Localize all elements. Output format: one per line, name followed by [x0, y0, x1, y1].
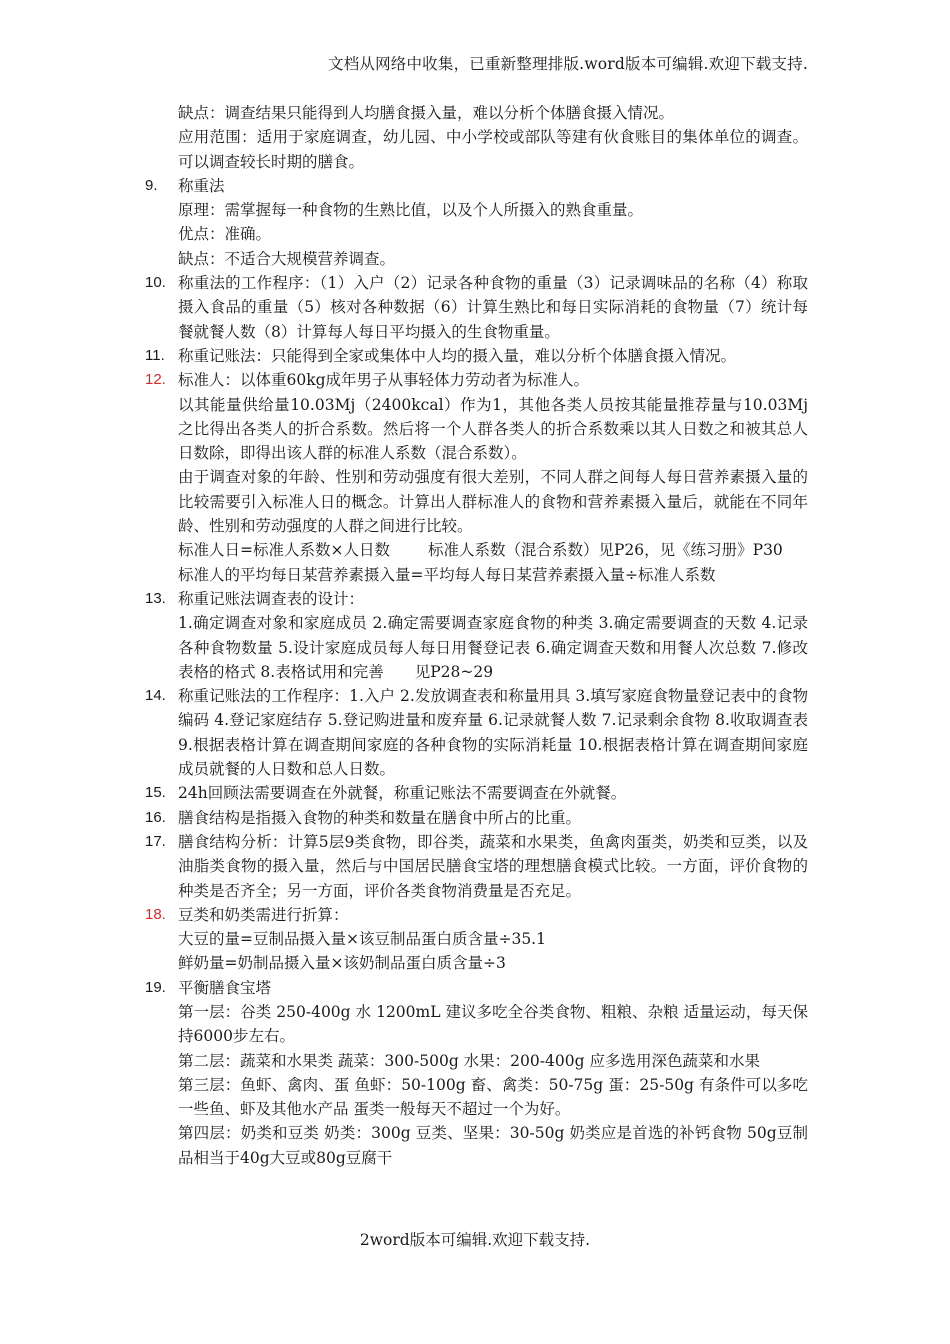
paragraph: 缺点：不适合大规模营养调查。: [178, 249, 396, 268]
paragraph: 第四层：奶类和豆类 奶类：300g 豆类、坚果：30-50g 奶类应是首选的补钙食物 50g豆制品相当于40g大豆或80g豆腐干: [178, 1124, 808, 1167]
formula: 大豆的量=豆制品摄入量×该豆制品蛋白质含量÷35.1: [178, 930, 546, 949]
paragraph: 24h回顾法需要调查在外就餐，称重记账法不需要调查在外就餐。: [178, 784, 627, 803]
formula: 鲜奶量=奶制品摄入量×该奶制品蛋白质含量÷3: [178, 954, 506, 973]
paragraph: 缺点：调查结果只能得到人均膳食摄入量，难以分析个体膳食摄入情况。: [178, 104, 675, 122]
document-body: [145, 101, 808, 1170]
item-number: 19.: [145, 978, 166, 996]
paragraph: 称重记账法的工作程序：1.入户 2.发放调查表和称量用具 3.填写家庭食物量登记表中的食物编码 4.登记家庭结存 5.登记购进量和废弃量 6.记录就餐人数 7.记录剩余食物 8.收取调查表 9.根据表格计算在调查期间家庭的各种食物的实际消耗量 10.根据表格计算在调查期间家庭成员就餐的人日数和总人日数。: [178, 687, 808, 779]
list-item: [145, 271, 808, 344]
item-number: 10.: [145, 274, 166, 292]
list-item: [145, 587, 808, 684]
item-heading: 称重记账法调查表的设计：: [178, 589, 365, 608]
list-item: [145, 368, 808, 587]
item-number: 17.: [145, 832, 166, 850]
formula: 标准人日=标准人系数×人日数: [178, 541, 390, 560]
item-number: 18.: [145, 905, 166, 923]
formula-line: [178, 538, 808, 562]
paragraph: 第三层：鱼虾、禽肉、蛋 鱼虾：50-100g 畜、禽类：50-75g 蛋：25-50g 有条件可以多吃一些鱼、虾及其他水产品 蛋类一般每天不超过一个为好。: [178, 1075, 808, 1119]
paragraph: 原理：需掌握每一种食物的生熟比值，以及个人所摄入的熟食重量。: [178, 201, 644, 220]
list-item: [145, 174, 808, 271]
item-number: 9.: [145, 176, 158, 194]
page-footer: 2word版本可编辑.欢迎下载支持.: [359, 1231, 591, 1249]
item-heading: 标准人：以体重60kg成年男子从事轻体力劳动者为标准人。: [178, 371, 590, 390]
paragraph: 第二层：蔬菜和水果类 蔬菜：300-500g 水果：200-400g 应多选用深色蔬菜和水果: [178, 1051, 760, 1070]
paragraph: 1.确定调查对象和家庭成员 2.确定需要调查家庭食物的种类 3.确定需要调查的天数 4.记录各种食物数量 5.设计家庭成员每人每日用餐登记表 6.确定调查天数和用餐人次总数 7.修改表格的格式 8.表格试用和完善 见P28~29: [178, 614, 808, 681]
item-number: 15.: [145, 784, 166, 802]
paragraph: 由于调查对象的年龄、性别和劳动强度有很大差别，不同人群之间每人每日营养素摄入量的比较需要引入标准人日的概念。计算出人群标准人的食物和营养素摄入量后，就能在不同年龄、性别和劳动强度的人群之间进行比较。: [178, 468, 808, 536]
paragraph: 应用范围：适用于家庭调查，幼儿园、中小学校或部队等建有伙食账目的集体单位的调查。可以调查较长时期的膳食。: [178, 128, 808, 171]
page-header: 文档从网络中收集，已重新整理排版.word版本可编辑.欢迎下载支持.: [327, 55, 808, 73]
paragraph: 膳食结构分析：计算5层9类食物，即谷类，蔬菜和水果类，鱼禽肉蛋类，奶类和豆类，以及油脂类食物的摄入量，然后与中国居民膳食宝塔的理想膳食模式比较。一方面，评价食物的种类是否齐全；另一方面，评价各类食物消费量是否充足。: [178, 832, 808, 900]
item-number: 16.: [145, 808, 166, 826]
reference-note: 标准人系数（混合系数）见P26，见《练习册》P30: [427, 541, 783, 560]
paragraph: 第一层：谷类 250-400g 水 1200mL 建议多吃全谷类食物、粗粮、杂粮 适量运动，每天保持6000步左右。: [178, 1002, 808, 1046]
item-heading: 称重法: [178, 176, 225, 195]
item-number: 14.: [145, 687, 166, 705]
list-item: [145, 101, 808, 174]
list-item: [145, 976, 808, 1170]
item-number: 12.: [145, 371, 166, 389]
item-number: 11.: [145, 346, 165, 364]
paragraph: 以其能量供给量10.03Mj（2400kcal）作为1，其他各类人员按其能量推荐量与10.03Mj之比得出各类人的折合系数。然后将一个人群各类人的折合系数乘以其人日数之和被其总人日数除，即得出该人群的标准人系数（混合系数）。: [178, 395, 808, 463]
list-item: [145, 830, 808, 903]
paragraph: 称重法的工作程序：（1）入户（2）记录各种食物的重量（3）记录调味品的名称（4）称取摄入食品的重量（5）核对各种数据（6）计算生熟比和每日实际消耗的食物量（7）统计每餐就餐人数（8）计算每人每日平均摄入的生食物重量。: [178, 274, 808, 341]
item-heading: 豆类和奶类需进行折算：: [178, 905, 349, 924]
paragraph: 膳食结构是指摄入食物的种类和数量在膳食中所占的比重。: [178, 808, 582, 827]
item-heading: 平衡膳食宝塔: [178, 978, 272, 997]
list-item: [145, 903, 808, 976]
list-item: [145, 344, 808, 368]
paragraph: 称重记账法：只能得到全家或集体中人均的摄入量，难以分析个体膳食摄入情况。: [178, 346, 737, 365]
list-item: [145, 781, 808, 805]
formula: 标准人的平均每日某营养素摄入量=平均每人每日某营养素摄入量÷标准人系数: [178, 565, 716, 584]
paragraph: 优点：准确。: [178, 225, 272, 244]
list-item: [145, 806, 808, 830]
list-item: [145, 684, 808, 781]
item-number: 13.: [145, 589, 166, 607]
